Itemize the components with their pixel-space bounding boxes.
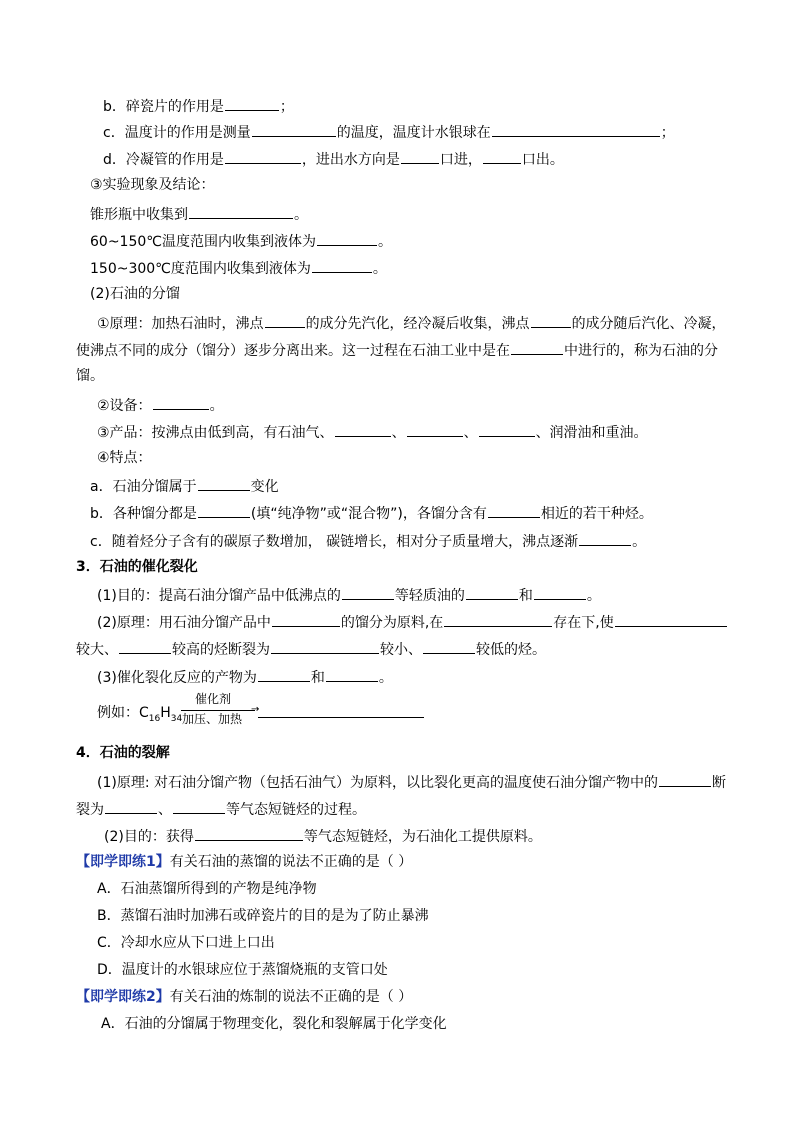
fill-blank[interactable] [342, 585, 394, 600]
cracking-example-formula [97, 704, 182, 722]
text: 和 [518, 588, 533, 604]
fill-blank[interactable] [312, 258, 372, 273]
fractional-p1-line3: 馏。 [76, 368, 104, 384]
phen-line-2 [90, 231, 392, 251]
fill-blank[interactable] [153, 395, 209, 410]
fill-blank[interactable] [534, 585, 586, 600]
text: b．碎瓷片的作用是 [103, 99, 224, 115]
fill-blank[interactable] [189, 204, 293, 219]
text: ②设备： [97, 398, 152, 414]
fill-blank[interactable] [252, 122, 336, 137]
subscript: 16 [148, 713, 161, 724]
subscript: 34 [170, 713, 183, 724]
text: 。 [378, 234, 392, 250]
text: 、润滑油和重油。 [535, 425, 648, 441]
fill-blank[interactable] [271, 639, 379, 654]
text: 较小、 [380, 642, 422, 658]
text: d．冷凝管的作用是 [103, 152, 224, 168]
practice1-option-d[interactable]: D．温度计的水银球应位于蒸馏烧瓶的支管口处 [97, 962, 388, 978]
text: 。 [378, 670, 393, 686]
text: c．温度计的作用是测量 [103, 125, 251, 141]
text: 相近的若干种烃。 [540, 506, 653, 522]
text: 、 [391, 425, 406, 441]
practice1-question [76, 853, 412, 871]
text: 的成分随后汽化、冷凝， [571, 316, 726, 332]
text: a．石油分馏属于 [90, 479, 197, 495]
text: ，进出水方向是 [301, 152, 400, 168]
text: 存在下,使 [553, 615, 614, 631]
text: (1)目的：提高石油分馏产品中低沸点的 [97, 588, 341, 604]
text: 60~150℃温度范围内收集到液体为 [90, 234, 316, 250]
text: b．各种馏分都是 [90, 506, 197, 522]
fractional-b [90, 503, 653, 523]
text: 锥形瓶中收集到 [90, 207, 188, 223]
text: H [160, 705, 171, 721]
text: 、 [158, 802, 172, 818]
fill-blank[interactable] [173, 799, 225, 814]
text: 。 [372, 261, 387, 277]
text: ③产品：按沸点由低到高，有石油气、 [97, 425, 334, 441]
cracking-p2b [76, 639, 546, 659]
text: (2)原理：用石油分馏产品中 [97, 615, 271, 631]
text: ； [660, 125, 675, 141]
text: 较低的烃。 [476, 642, 546, 658]
fill-blank[interactable] [258, 667, 310, 682]
fill-blank[interactable] [531, 313, 571, 328]
text: 较高的烃断裂为 [172, 642, 270, 658]
fill-blank[interactable] [492, 122, 660, 137]
text: (1)原理: 对石油分馏产物（包括石油气）为原料，以比裂化更高的温度使石油分馏产物中的 [97, 775, 658, 791]
fill-blank[interactable] [488, 503, 540, 518]
text: 。 [632, 534, 647, 550]
text: 等轻质油的 [394, 588, 465, 604]
pyrolysis-heading: 4．石油的裂解 [76, 745, 170, 761]
text: ①原理：加热石油时，沸点 [97, 316, 264, 332]
practice-tag: 【即学即练1】 [76, 854, 170, 870]
pyrolysis-p2 [104, 826, 542, 846]
cracking-p2 [97, 612, 728, 632]
fractional-p3 [97, 422, 648, 442]
fill-blank[interactable] [265, 313, 305, 328]
distill-c-line [103, 122, 675, 142]
fill-blank[interactable] [401, 149, 439, 164]
text: 有关石油的蒸馏的说法不正确的是（ ） [169, 854, 413, 870]
text: c．随着烃分子含有的碳原子数增加， 碳链增长，相对分子质量增大，沸点逐渐 [90, 534, 579, 550]
practice2-option-a[interactable]: A．石油的分馏属于物理变化，裂化和裂解属于化学变化 [101, 1016, 447, 1032]
fill-blank[interactable] [335, 422, 391, 437]
phen-line-3 [90, 258, 387, 278]
text: 等气态短链烃的过程。 [226, 802, 366, 818]
catalyst-label: 催化剂 [195, 692, 232, 706]
text: 有关石油的炼制的说法不正确的是（ ） [169, 989, 413, 1005]
arrow-head-icon: → [251, 704, 260, 715]
fill-blank[interactable] [105, 799, 157, 814]
text: 等气态短链烃，为石油化工提供原料。 [303, 829, 542, 845]
text: 的成分先汽化，经冷凝后收集，沸点 [305, 316, 530, 332]
practice2-question [76, 988, 412, 1006]
products-blank[interactable] [258, 717, 424, 718]
practice1-option-c[interactable]: C．冷却水应从下口进上口出 [97, 935, 275, 951]
text: 中进行的，称为石油的分 [564, 343, 718, 359]
fill-blank[interactable] [198, 503, 250, 518]
text: 的温度，温度计水银球在 [336, 125, 491, 141]
fill-blank[interactable] [659, 772, 711, 787]
text: 变化 [250, 479, 279, 495]
text: 使沸点不同的成分（馏分）逐步分离出来。这一过程在石油工业中是在 [76, 343, 510, 359]
distill-b-line [103, 96, 294, 116]
fill-blank[interactable] [407, 422, 463, 437]
fill-blank[interactable] [195, 826, 303, 841]
fill-blank[interactable] [225, 96, 279, 111]
fractional-p1-line2 [76, 340, 718, 360]
fill-blank[interactable] [466, 585, 518, 600]
text: (3)催化裂化反应的产物为 [97, 670, 257, 686]
text: ； [279, 99, 294, 115]
fill-blank[interactable] [326, 667, 378, 682]
fill-blank[interactable] [483, 149, 521, 164]
fill-blank[interactable] [444, 612, 552, 627]
fractional-p2 [97, 395, 224, 415]
phen-title: ③实验现象及结论： [90, 177, 215, 193]
practice1-option-a[interactable]: A．石油蒸馏所得到的产物是纯净物 [97, 881, 317, 897]
text: 的馏分为原料,在 [340, 615, 444, 631]
text: 。 [294, 207, 308, 223]
fractional-c [90, 531, 646, 551]
cracking-p1 [97, 585, 601, 605]
fractional-p4: ④特点： [97, 450, 152, 466]
text: (2)目的：获得 [104, 829, 194, 845]
fill-blank[interactable] [423, 639, 475, 654]
text: 例如：C [97, 705, 149, 721]
text: 断 [712, 775, 726, 791]
fill-blank[interactable] [579, 531, 631, 546]
distill-d-line [103, 149, 564, 169]
text: 较大、 [76, 642, 118, 658]
text: 、 [463, 425, 478, 441]
fill-blank[interactable] [119, 639, 171, 654]
practice1-option-b[interactable]: B．蒸馏石油时加沸石或碎瓷片的目的是为了防止暴沸 [97, 908, 429, 924]
fill-blank[interactable] [272, 612, 340, 627]
fractional-a [90, 476, 279, 496]
text: 裂为 [76, 802, 104, 818]
fill-blank[interactable] [511, 340, 563, 355]
fractional-p1-line1 [97, 313, 726, 333]
text: (填“纯净物”或“混合物”)，各馏分含有 [250, 506, 487, 522]
text: 和 [310, 670, 325, 686]
text: 。 [586, 588, 601, 604]
text: 口进， [439, 152, 482, 168]
pyrolysis-p1b [76, 799, 366, 819]
fill-blank[interactable] [317, 231, 377, 246]
text: 。 [209, 398, 224, 414]
fill-blank[interactable] [479, 422, 535, 437]
condition-label: 加压、加热 [182, 712, 243, 726]
text: 150~300℃度范围内收集到液体为 [90, 261, 311, 277]
fractional-title: (2)石油的分馏 [90, 286, 180, 302]
text: 口出。 [521, 152, 564, 168]
fill-blank[interactable] [225, 149, 301, 164]
cracking-heading: 3．石油的催化裂化 [76, 559, 198, 575]
reaction-arrow [181, 710, 255, 711]
practice-tag: 【即学即练2】 [76, 989, 170, 1005]
cracking-p3 [97, 667, 393, 687]
fill-blank[interactable] [615, 612, 727, 627]
phen-line-1 [90, 204, 308, 224]
fill-blank[interactable] [198, 476, 250, 491]
pyrolysis-p1 [97, 772, 726, 792]
